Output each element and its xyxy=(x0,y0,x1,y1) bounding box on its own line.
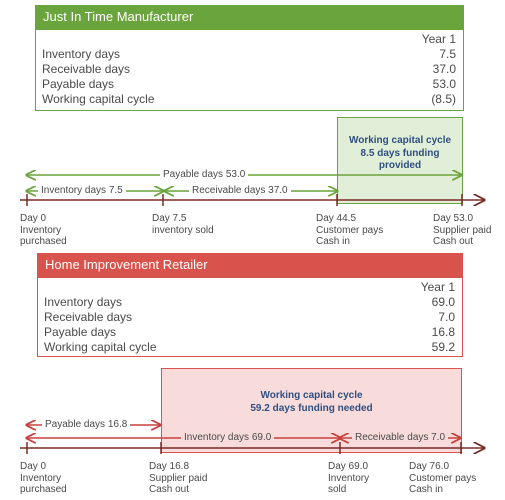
retailer-payable-label: Payable days 16.8 xyxy=(42,419,130,431)
point-line2: Inventory xyxy=(328,472,370,484)
point-line1: Day 0 xyxy=(20,461,47,472)
point-line3: sold xyxy=(328,484,347,495)
retailer-inventory-label: Inventory days 69.0 xyxy=(181,432,274,444)
retailer-point-2 xyxy=(328,461,369,496)
point-line2: Customer pays xyxy=(316,224,384,236)
row-value-working-capital-cycle: (8.5) xyxy=(431,92,456,106)
row-value-inventory-days: 69.0 xyxy=(431,295,455,309)
point-line3: purchased xyxy=(20,484,67,495)
row-label-receivable-days: Receivable days xyxy=(44,310,133,324)
year-header: Year 1 xyxy=(420,280,455,294)
point-line1: Day 76.0 xyxy=(409,461,450,472)
point-line2: Inventory xyxy=(20,472,62,484)
point-line1: Day 44.5 xyxy=(316,213,357,224)
point-line3: Cash out xyxy=(433,236,474,247)
point-line3: purchased xyxy=(20,236,67,247)
retailer-point-3 xyxy=(409,461,476,496)
row-value-receivable-days: 7.0 xyxy=(438,310,455,324)
point-line2: inventory sold xyxy=(152,224,214,236)
manufacturer-payable-label: Payable days 53.0 xyxy=(160,169,248,181)
wc-line3: provided xyxy=(378,160,422,171)
manufacturer-receivable-label: Receivable days 37.0 xyxy=(189,185,291,197)
retailer-point-1 xyxy=(149,461,207,496)
manufacturer-inventory-label: Inventory days 7.5 xyxy=(38,185,126,197)
row-value-inventory-days: 7.5 xyxy=(439,47,456,61)
row-label-working-capital-cycle: Working capital cycle xyxy=(44,340,157,354)
point-line3: Cash in xyxy=(316,236,350,247)
point-line3: Cash in xyxy=(409,484,443,495)
manufacturer-point-0 xyxy=(20,213,67,248)
manufacturer-point-3 xyxy=(433,213,491,248)
wc-line1: Working capital cycle xyxy=(260,390,363,401)
row-value-payable-days: 16.8 xyxy=(431,325,455,339)
point-line2: Supplier paid xyxy=(149,472,208,484)
manufacturer-point-2 xyxy=(316,213,383,248)
manufacturer-title: Just In Time Manufacturer xyxy=(35,5,464,30)
wc-line2: 59.2 days funding needed xyxy=(250,402,373,414)
point-line2: Customer pays xyxy=(409,472,477,484)
row-label-inventory-days: Inventory days xyxy=(44,295,123,309)
row-label-payable-days: Payable days xyxy=(42,77,115,91)
row-value-working-capital-cycle: 59.2 xyxy=(431,340,455,354)
point-line1: Day 69.0 xyxy=(328,461,369,472)
retailer-title: Home Improvement Retailer xyxy=(37,253,463,278)
row-label-working-capital-cycle: Working capital cycle xyxy=(42,92,155,106)
point-line2: Supplier paid xyxy=(433,224,492,236)
wc-line2: 8.5 days funding xyxy=(360,147,440,159)
retailer-receivable-label: Receivable days 7.0 xyxy=(352,432,448,444)
point-line3: Cash out xyxy=(149,484,190,495)
point-line1: Day 7.5 xyxy=(152,213,187,224)
point-line1: Day 53.0 xyxy=(433,213,474,224)
row-label-payable-days: Payable days xyxy=(44,325,117,339)
point-line1: Day 0 xyxy=(20,213,47,224)
row-label-inventory-days: Inventory days xyxy=(42,47,121,61)
retailer-card xyxy=(37,253,463,357)
wc-line1: Working capital cycle xyxy=(348,135,452,146)
retailer-point-0 xyxy=(20,461,67,496)
row-label-receivable-days: Receivable days xyxy=(42,62,131,76)
row-value-receivable-days: 37.0 xyxy=(432,62,456,76)
manufacturer-point-1 xyxy=(152,213,214,236)
year-header: Year 1 xyxy=(421,32,456,46)
row-value-payable-days: 53.0 xyxy=(432,77,456,91)
point-line1: Day 16.8 xyxy=(149,461,190,472)
point-line2: Inventory xyxy=(20,224,62,236)
